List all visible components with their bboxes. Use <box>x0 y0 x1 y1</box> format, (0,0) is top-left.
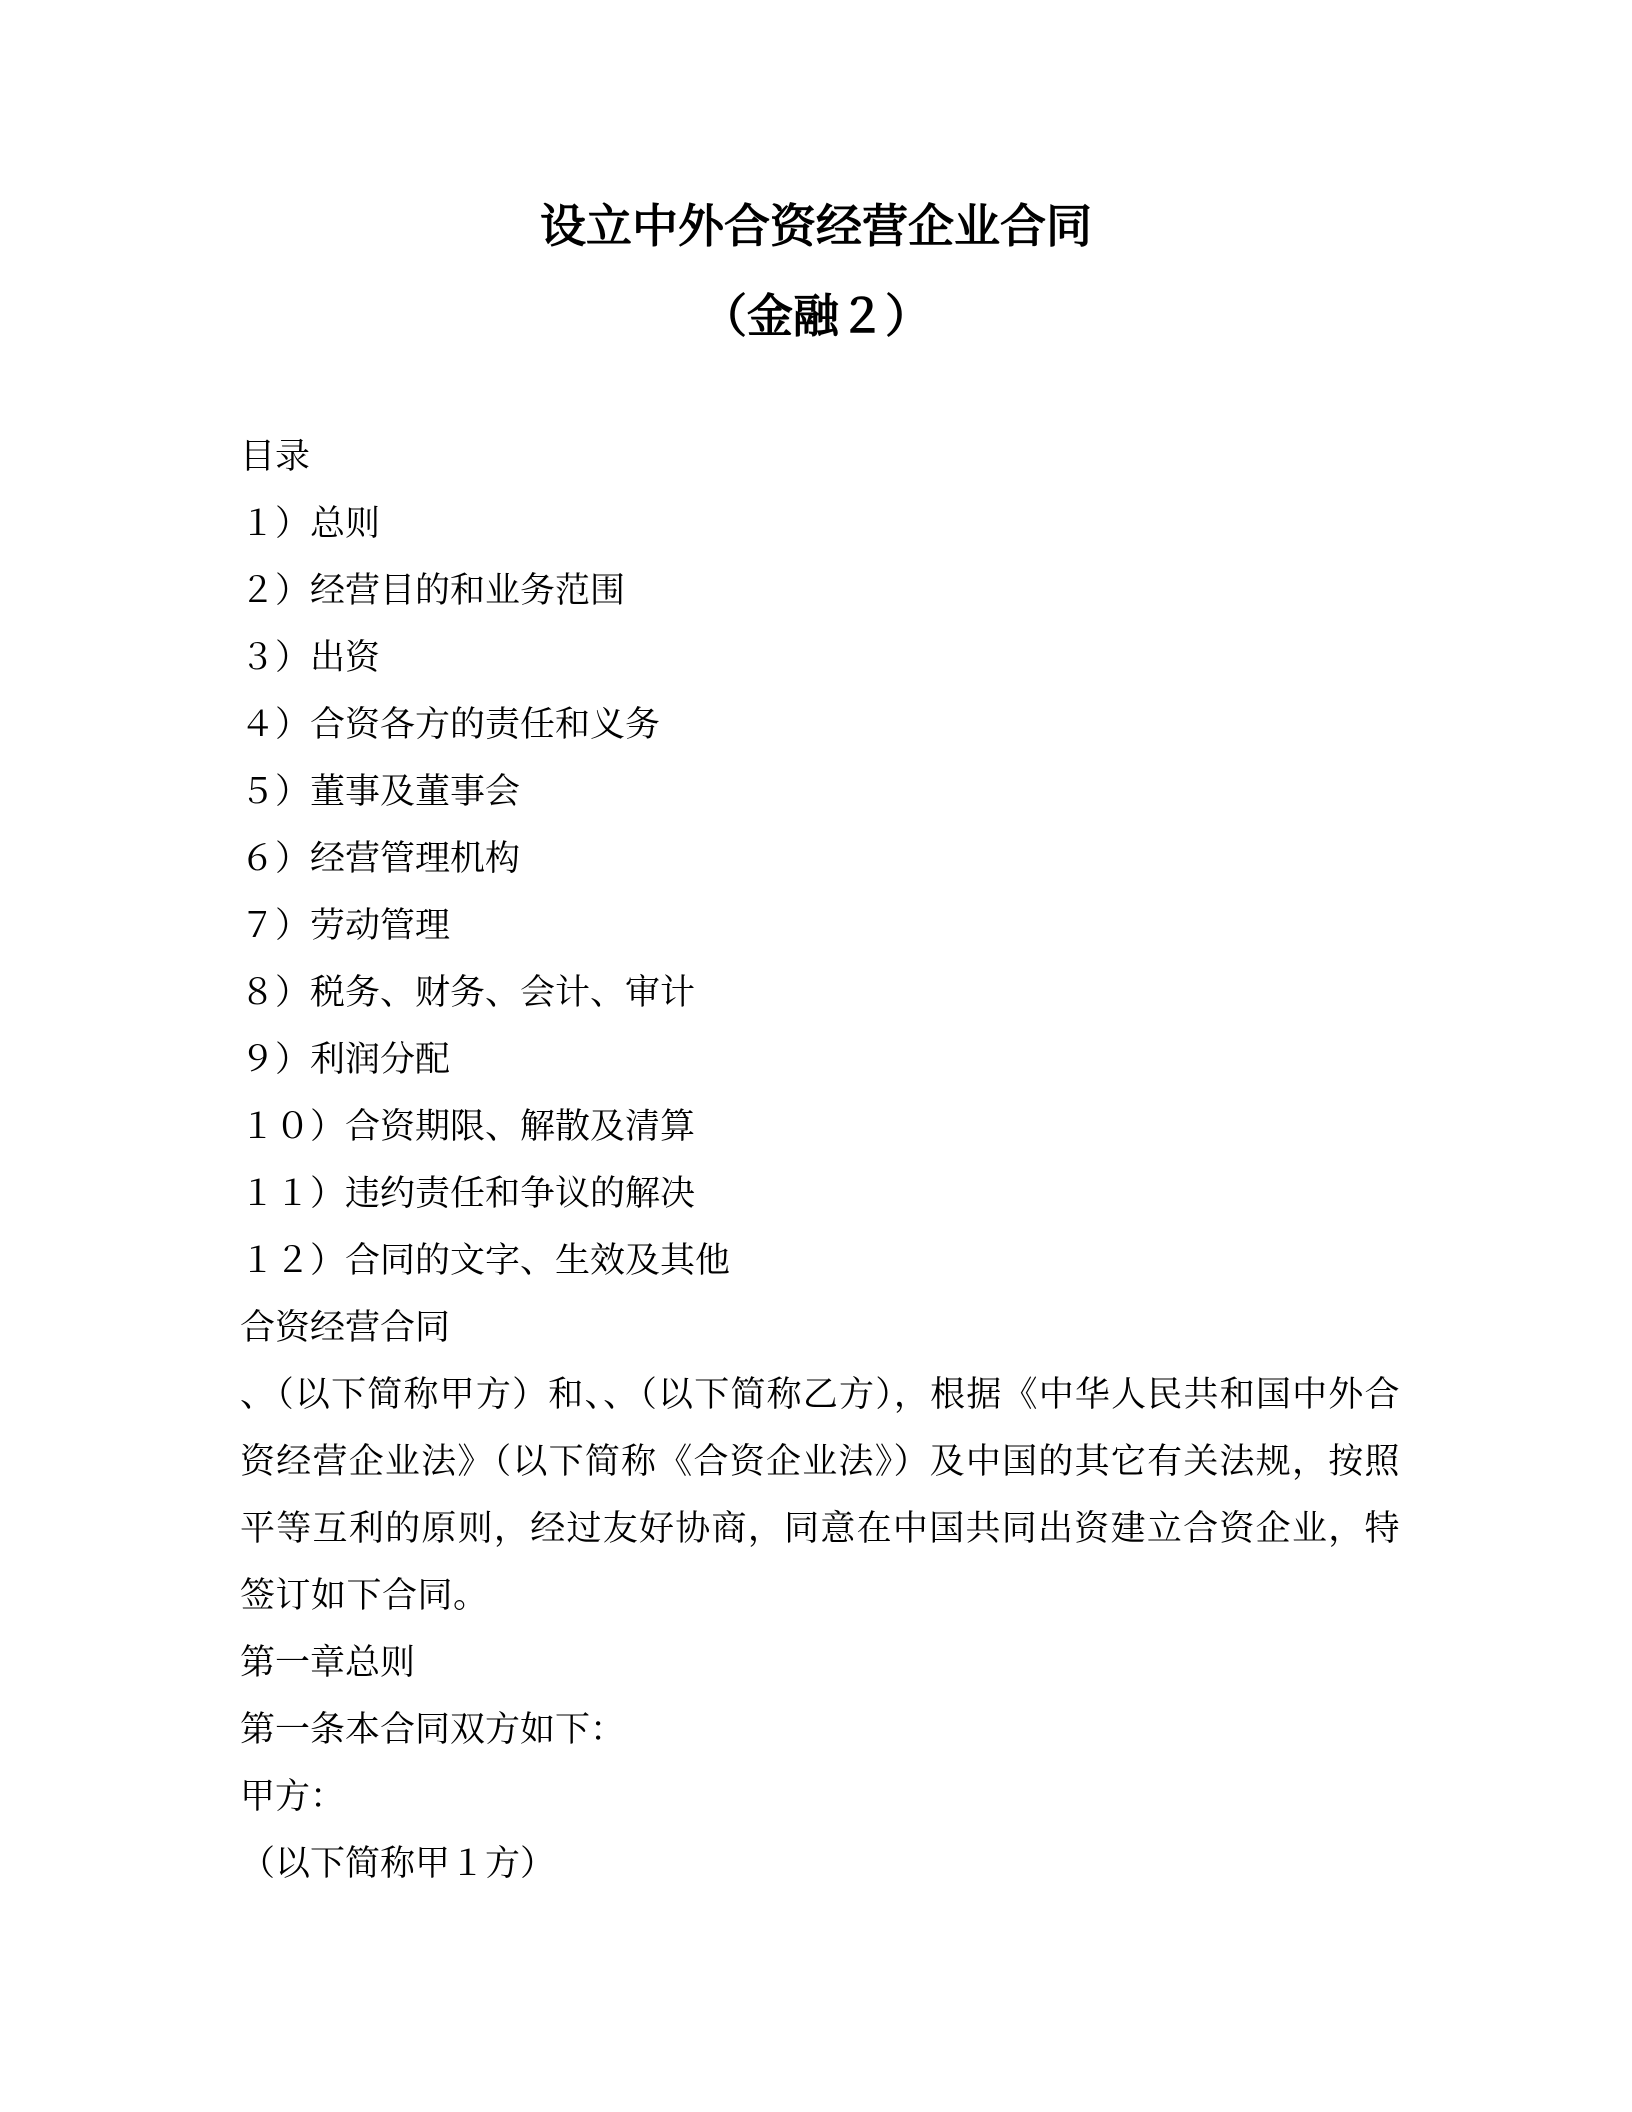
party-a-label: 甲方： <box>240 1777 346 1817</box>
party-a-alias: （以下简称甲１方） <box>240 1844 556 1884</box>
article-text: 第一条本合同双方如下： <box>240 1710 626 1750</box>
toc-item: １）总则 <box>240 504 381 544</box>
toc-item: ４）合资各方的责任和义务 <box>240 705 661 745</box>
toc-item: ３）出资 <box>240 638 381 678</box>
toc-heading: 目录 <box>240 437 311 477</box>
document-subtitle: （金融２） <box>701 289 931 343</box>
toc-item: １１）违约责任和争议的解决 <box>240 1174 696 1214</box>
document-body <box>240 424 1400 1898</box>
document-title: 设立中外合资经营企业合同 <box>540 199 1092 253</box>
toc-item: ６）经营管理机构 <box>240 839 521 879</box>
toc-item: ７）劳动管理 <box>240 906 451 946</box>
preamble-paragraph: 、（以下简称甲方）和、、（以下简称乙方），根据《中华人民共和国中外合资经营企业法》（以下简称《合资企业法》）及中国的其它有关法规，按照平等互利的原则，经过友好协商，同意在中国共同出资建立合资企业，特签订如下合同。 <box>240 1375 1400 1616</box>
toc-item: １２）合同的文字、生效及其他 <box>240 1241 731 1281</box>
toc-item: ９）利润分配 <box>240 1040 451 1080</box>
table-of-contents <box>240 491 1400 1295</box>
contract-heading: 合资经营合同 <box>240 1308 451 1348</box>
chapter-heading: 第一章总则 <box>240 1643 416 1683</box>
toc-item: １０）合资期限、解散及清算 <box>240 1107 696 1147</box>
toc-item: ８）税务、财务、会计、审计 <box>240 973 696 1013</box>
toc-item: ５）董事及董事会 <box>240 772 521 812</box>
toc-item: ２）经营目的和业务范围 <box>240 571 626 611</box>
